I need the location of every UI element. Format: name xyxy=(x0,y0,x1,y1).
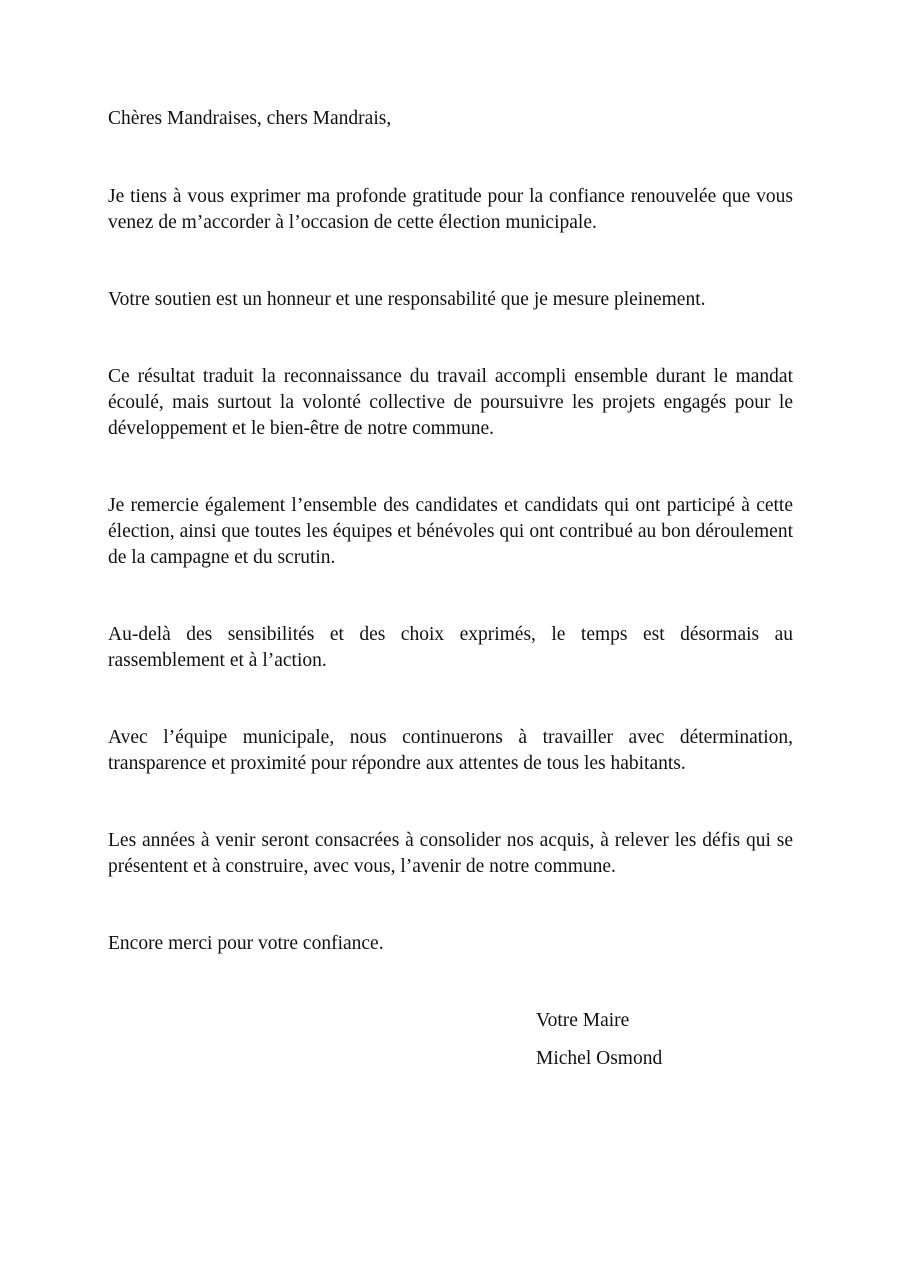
letter-paragraph: Ce résultat traduit la reconnaissance du travail accompli ensemble durant le mandat écoulé, mais surtout la volonté collective de poursuivre les projets engagés pour le développement et le bien-être de notre commune. xyxy=(108,366,793,439)
letter-paragraph: Je tiens à vous exprimer ma profonde gratitude pour la confiance renouvelée que vous venez de m’accorder à l’occasion de cette élection municipale. xyxy=(108,186,793,233)
letter-paragraph: Je remercie également l’ensemble des candidates et candidats qui ont participé à cette élection, ainsi que toutes les équipes et bénévoles qui ont contribué au bon déroulement de la campagne et du scrutin. xyxy=(108,495,793,568)
letter-paragraph: Avec l’équipe municipale, nous continuerons à travailler avec détermination, transparence et proximité pour répondre aux attentes de tous les habitants. xyxy=(108,727,793,774)
letter-body xyxy=(108,106,793,957)
letter-closing: Encore merci pour votre confiance. xyxy=(108,933,384,954)
signature-title: Votre Maire xyxy=(536,1010,630,1031)
letter-paragraph: Votre soutien est un honneur et une responsabilité que je mesure pleinement. xyxy=(108,289,706,310)
letter-greeting: Chères Mandraises, chers Mandrais, xyxy=(108,108,392,129)
letter-paragraph: Au-delà des sensibilités et des choix exprimés, le temps est désormais au rassemblement et à l’action. xyxy=(108,624,793,671)
signature-block xyxy=(536,1008,662,1084)
letter-paragraph: Les années à venir seront consacrées à consolider nos acquis, à relever les défis qui se présentent et à construire, avec vous, l’avenir de notre commune. xyxy=(108,830,793,877)
signature-name: Michel Osmond xyxy=(536,1048,663,1069)
